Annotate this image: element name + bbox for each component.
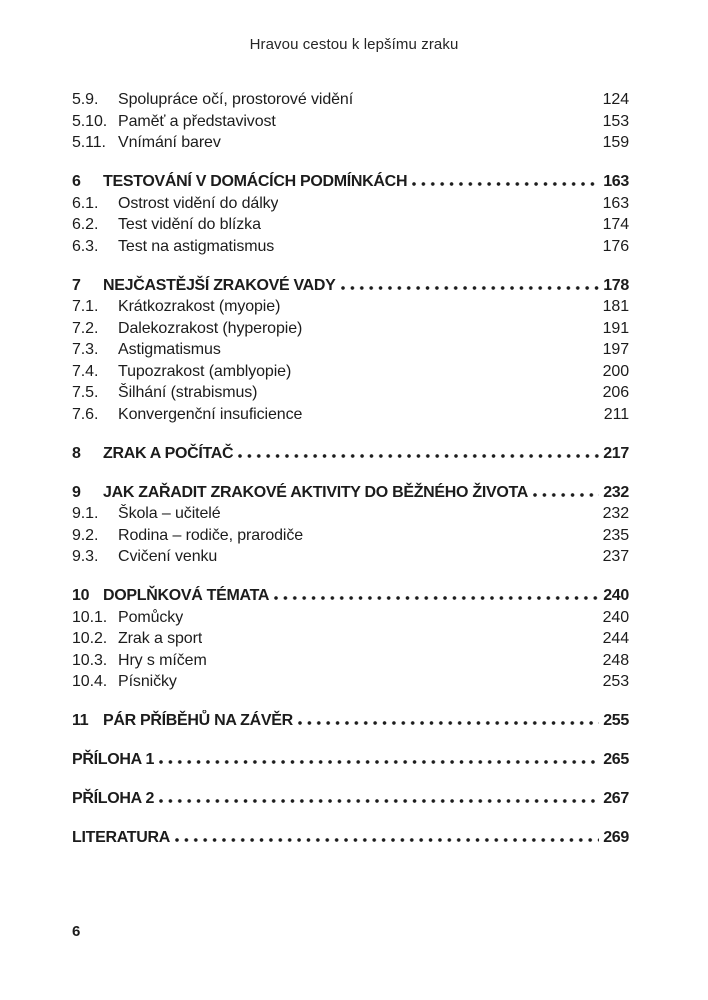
toc-entry-title: Test vidění do blízka: [118, 216, 261, 233]
toc-entry-number: 10: [72, 587, 90, 604]
dot-leader: [279, 247, 598, 251]
toc-entry-number: 10.3.: [72, 651, 108, 669]
toc-entry-title: Písničky: [118, 673, 177, 690]
page-number: 6: [72, 923, 81, 940]
toc-entry-page: 235: [602, 526, 629, 544]
toc-entry-page: 174: [602, 216, 629, 233]
dot-leader: [222, 557, 598, 561]
toc-entry: [72, 236, 629, 258]
toc-entry-page: 191: [602, 319, 629, 337]
dot-leader: [266, 225, 599, 229]
toc-entry: [72, 827, 629, 849]
toc-entry: [72, 525, 629, 547]
toc-entry: [72, 788, 629, 810]
dot-leader: [159, 799, 599, 803]
toc-entry-page: 267: [603, 790, 629, 807]
toc-entry-number: 9.2.: [72, 526, 99, 544]
toc-entry-number: 7.2.: [72, 319, 99, 337]
toc-entry-title: TESTOVÁNÍ V DOMÁCÍCH PODMÍNKÁCH: [103, 173, 408, 190]
toc-entry-number: 7: [72, 276, 81, 294]
toc-entry-title: Ostrost vidění do dálky: [118, 194, 279, 212]
toc-entry-title: Paměť a představivost: [118, 112, 276, 130]
dot-leader: [159, 760, 599, 764]
toc-entry-number: 10.1.: [72, 608, 108, 626]
dot-leader: [175, 838, 599, 842]
toc-entry-page: 265: [603, 751, 629, 768]
toc-entry-number: 7.6.: [72, 405, 99, 423]
toc-entry-number: 11: [72, 712, 89, 729]
toc-entry: [72, 710, 629, 732]
toc-entry-page: 253: [602, 673, 629, 690]
toc-entry-title: Test na astigmatismus: [118, 237, 275, 255]
toc-entry: [72, 339, 629, 361]
toc-entry-number: 9.1.: [72, 505, 99, 522]
toc-entry-page: 269: [603, 829, 629, 846]
toc-entry-page: 124: [602, 91, 629, 108]
toc-entry-title: Vnímání barev: [118, 134, 221, 151]
toc-entry: [72, 404, 629, 426]
dot-leader: [283, 204, 598, 208]
toc-entry: [72, 546, 629, 568]
dot-leader: [226, 514, 599, 518]
toc-entry-page: 163: [603, 173, 629, 190]
toc-entry-page: 232: [603, 483, 629, 501]
toc-entry-title: LITERATURA: [72, 829, 171, 846]
toc-entry-number: 10.4.: [72, 673, 108, 690]
toc-entry: [72, 671, 629, 693]
toc-entry: [72, 607, 629, 629]
toc-entry: [72, 132, 629, 154]
dot-leader: [226, 350, 599, 354]
toc-entry-number: 6: [72, 173, 81, 190]
toc-entry-title: Spolupráce očí, prostorové vidění: [118, 91, 354, 108]
toc-entry-title: Šilhání (strabismus): [118, 384, 258, 401]
dot-leader: [207, 639, 598, 643]
running-header: Hravou cestou k lepšímu zraku: [249, 36, 459, 53]
toc-entry-page: 176: [602, 237, 629, 255]
dot-leader: [358, 100, 599, 104]
table-of-contents: [72, 89, 629, 849]
toc-entry-number: 6.3.: [72, 237, 99, 255]
toc-entry-title: Astigmatismus: [118, 341, 221, 358]
toc-entry-page: 248: [602, 651, 629, 669]
toc-entry: [72, 193, 629, 215]
toc-entry-page: 197: [602, 341, 629, 358]
toc-entry-number: 5.9.: [72, 91, 99, 108]
toc-entry-page: 240: [603, 587, 629, 604]
dot-leader: [238, 454, 599, 458]
dot-leader: [188, 618, 598, 622]
dot-leader: [274, 596, 599, 600]
toc-entry: [72, 275, 629, 297]
toc-entry: [72, 749, 629, 771]
toc-entry-number: 8: [72, 444, 81, 462]
dot-leader: [281, 122, 599, 126]
toc-entry-number: 5.11.: [72, 134, 106, 151]
dot-leader: [341, 286, 600, 290]
dot-leader: [285, 307, 598, 311]
toc-entry-title: JAK ZAŘADIT ZRAKOVÉ AKTIVITY DO BĚŽNÉHO ŽIVOTA: [103, 483, 529, 501]
toc-entry: [72, 296, 629, 318]
toc-entry-title: DOPLŇKOVÁ TÉMATA: [103, 587, 270, 604]
toc-entry: [72, 503, 629, 525]
toc-entry: [72, 318, 629, 340]
toc-entry-title: Dalekozrakost (hyperopie): [118, 319, 303, 337]
toc-entry: [72, 650, 629, 672]
toc-entry: [72, 171, 629, 193]
toc-entry: [72, 382, 629, 404]
toc-entry-number: 9: [72, 483, 81, 501]
toc-entry-number: 10.2.: [72, 630, 108, 647]
toc-entry-page: 181: [602, 298, 629, 315]
toc-entry-title: Krátkozrakost (myopie): [118, 298, 281, 315]
toc-entry-title: ZRAK A POČÍTAČ: [103, 444, 234, 462]
toc-entry-page: 153: [602, 112, 629, 130]
toc-entry-number: 6.2.: [72, 216, 99, 233]
toc-entry-title: PÁR PŘÍBĚHŮ NA ZÁVĚR: [103, 712, 293, 729]
toc-entry-number: 7.3.: [72, 341, 99, 358]
toc-entry-title: PŘÍLOHA 1: [72, 751, 155, 768]
toc-entry-page: 237: [602, 548, 629, 565]
toc-entry-title: Rodina – rodiče, prarodiče: [118, 526, 304, 544]
toc-entry-number: 7.1.: [72, 298, 99, 315]
dot-leader: [212, 661, 599, 665]
toc-entry-page: 200: [602, 362, 629, 380]
dot-leader: [308, 536, 599, 540]
toc-entry: [72, 628, 629, 650]
toc-entry-number: 7.4.: [72, 362, 99, 380]
toc-entry: [72, 89, 629, 111]
toc-entry-number: 9.3.: [72, 548, 99, 565]
dot-leader: [226, 143, 599, 147]
toc-entry-page: 163: [602, 194, 629, 212]
toc-entry-number: 7.5.: [72, 384, 99, 401]
toc-entry-title: NEJČASTĚJŠÍ ZRAKOVÉ VADY: [103, 276, 336, 294]
dot-leader: [307, 329, 598, 333]
toc-entry-page: 178: [603, 276, 629, 294]
toc-entry: [72, 361, 629, 383]
toc-entry-title: PŘÍLOHA 2: [72, 790, 155, 807]
toc-entry-page: 240: [602, 608, 629, 626]
toc-entry-title: Cvičení venku: [118, 548, 218, 565]
toc-entry-number: 6.1.: [72, 194, 99, 212]
toc-entry: [72, 443, 629, 465]
toc-entry-page: 206: [602, 384, 629, 401]
toc-entry-page: 255: [603, 712, 629, 729]
toc-entry-page: 217: [603, 444, 629, 462]
dot-leader: [533, 493, 599, 497]
toc-entry-title: Zrak a sport: [118, 630, 203, 647]
toc-entry-page: 211: [603, 405, 629, 423]
dot-leader: [182, 682, 599, 686]
toc-entry: [72, 585, 629, 607]
dot-leader: [412, 182, 599, 186]
toc-entry-page: 159: [602, 134, 629, 151]
toc-entry-title: Tupozrakost (amblyopie): [118, 362, 292, 380]
toc-entry: [72, 214, 629, 236]
dot-leader: [307, 415, 599, 419]
toc-entry-page: 244: [602, 630, 629, 647]
toc-entry-title: Škola – učitelé: [118, 505, 221, 522]
toc-entry: [72, 482, 629, 504]
dot-leader: [262, 393, 598, 397]
toc-entry-page: 232: [602, 505, 629, 522]
toc-entry-number: 5.10.: [72, 112, 108, 130]
toc-entry-title: Konvergenční insuficience: [118, 405, 303, 423]
toc-entry: [72, 111, 629, 133]
dot-leader: [298, 721, 599, 725]
toc-entry-title: Hry s míčem: [118, 651, 207, 669]
toc-entry-title: Pomůcky: [118, 608, 184, 626]
dot-leader: [296, 372, 598, 376]
